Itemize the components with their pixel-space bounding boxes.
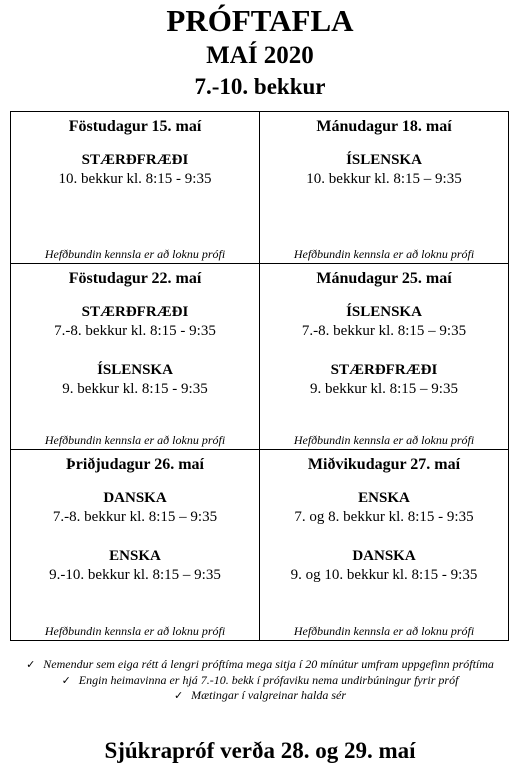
exam-subject: ENSKA xyxy=(358,490,410,506)
footnote-text: Mætingar í valgreinar halda sér xyxy=(191,688,347,702)
schedule-table xyxy=(10,111,509,641)
cell-note: Hefðbundin kennsla er að loknu prófi xyxy=(44,624,226,638)
table-row xyxy=(11,264,509,450)
schedule-cell xyxy=(11,264,260,450)
day-heading: Miðvikudagur 27. maí xyxy=(307,456,461,473)
day-heading: Mánudagur 25. maí xyxy=(316,270,452,287)
sick-exam-notice: Sjúkrapróf verða 28. og 29. maí xyxy=(104,738,416,763)
exam-time: 9. bekkur kl. 8:15 - 9:35 xyxy=(62,381,208,397)
exam-subject: DANSKA xyxy=(352,548,416,564)
schedule-cell xyxy=(11,112,260,264)
exam-subject: STÆRÐFRÆÐI xyxy=(81,304,189,320)
day-heading: Föstudagur 22. maí xyxy=(68,270,202,287)
cell-note: Hefðbundin kennsla er að loknu prófi xyxy=(44,433,226,447)
checkmark-icon: ✓ xyxy=(173,689,184,702)
table-row xyxy=(11,112,509,264)
checkmark-icon: ✓ xyxy=(26,658,36,671)
page-title: PRÓFTAFLA xyxy=(166,3,354,38)
exam-subject: ÍSLENSKA xyxy=(97,362,173,378)
exam-time: 7.-8. bekkur kl. 8:15 – 9:35 xyxy=(301,323,467,339)
footnote-text: Engin heimavinna er hjá 7.-10. bekk í prófaviku nema undirbúningur fyrir próf xyxy=(78,672,459,687)
exam-time: 9.-10. bekkur kl. 8:15 – 9:35 xyxy=(49,567,221,583)
page-subtitle: MAÍ 2020 xyxy=(206,42,314,69)
footnote-item xyxy=(0,688,520,704)
exam-time: 7.-8. bekkur kl. 8:15 – 9:35 xyxy=(52,509,218,525)
grade-range: 7.-10. bekkur xyxy=(194,74,326,99)
cell-note: Hefðbundin kennsla er að loknu prófi xyxy=(293,624,475,638)
table-row xyxy=(11,450,509,641)
schedule-cell xyxy=(260,264,509,450)
exam-subject: ÍSLENSKA xyxy=(346,152,422,168)
footnote-item xyxy=(0,657,520,673)
exam-subject: STÆRÐFRÆÐI xyxy=(81,152,189,168)
day-heading: Þriðjudagur 26. maí xyxy=(66,456,204,473)
cell-note: Hefðbundin kennsla er að loknu prófi xyxy=(293,247,475,261)
day-heading: Mánudagur 18. maí xyxy=(316,118,452,135)
exam-subject: DANSKA xyxy=(103,490,167,506)
cell-note: Hefðbundin kennsla er að loknu prófi xyxy=(293,433,475,447)
exam-time: 10. bekkur kl. 8:15 - 9:35 xyxy=(58,171,212,187)
footnote-text: Nemendur sem eiga rétt á lengri próftíma mega sitja í 20 mínútur umfram uppgefinn próftíma xyxy=(43,657,494,671)
exam-subject: ENSKA xyxy=(109,548,161,564)
schedule-cell xyxy=(260,450,509,641)
day-heading: Föstudagur 15. maí xyxy=(68,118,202,135)
exam-time: 9. og 10. bekkur kl. 8:15 - 9:35 xyxy=(290,567,478,583)
exam-time: 7.-8. bekkur kl. 8:15 - 9:35 xyxy=(54,323,216,339)
cell-note: Hefðbundin kennsla er að loknu prófi xyxy=(44,247,226,261)
checkmark-icon: ✓ xyxy=(61,673,71,687)
schedule-cell xyxy=(260,112,509,264)
footnotes xyxy=(0,657,520,704)
exam-time: 9. bekkur kl. 8:15 – 9:35 xyxy=(310,381,458,397)
exam-time: 7. og 8. bekkur kl. 8:15 - 9:35 xyxy=(294,509,474,525)
exam-time: 10. bekkur kl. 8:15 – 9:35 xyxy=(306,171,462,187)
exam-subject: STÆRÐFRÆÐI xyxy=(330,362,438,378)
exam-subject: ÍSLENSKA xyxy=(346,304,422,320)
footnote-item xyxy=(0,673,520,689)
schedule-cell xyxy=(11,450,260,641)
